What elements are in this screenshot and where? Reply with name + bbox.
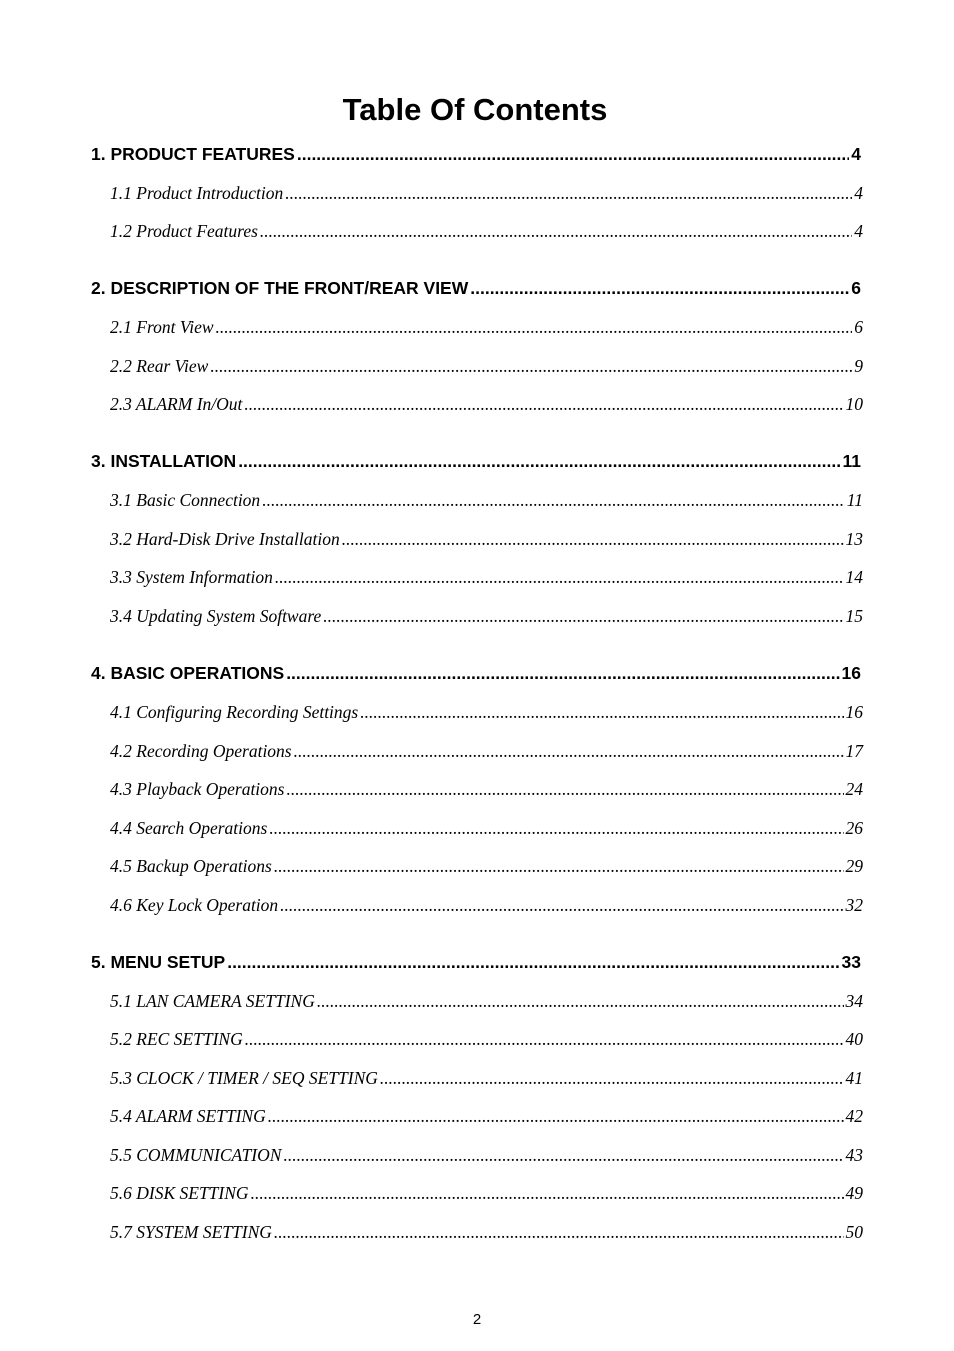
- toc-entry-page: 16: [841, 663, 861, 683]
- toc-entry-label: 5.2 REC SETTING: [110, 1029, 243, 1049]
- toc-entry-label: 2.1 Front View: [110, 317, 214, 337]
- dot-leader: [380, 1066, 844, 1090]
- toc-entry-page: 17: [845, 741, 863, 761]
- toc-entry-page: 11: [846, 490, 863, 510]
- toc-section-5-3[interactable]: [110, 1066, 863, 1090]
- page-title: Table Of Contents: [342, 92, 608, 127]
- dot-leader: [470, 276, 849, 300]
- toc-entry-page: 49: [845, 1183, 863, 1203]
- toc-entry-page: 42: [845, 1106, 863, 1126]
- toc-entry-label: 3.3 System Information: [110, 567, 273, 587]
- toc-entry-label: 3. INSTALLATION: [91, 451, 237, 471]
- toc-entry-page: 32: [845, 895, 863, 915]
- toc-entry-label: 1. PRODUCT FEATURES: [91, 144, 295, 164]
- toc-entry-page: 33: [841, 952, 861, 972]
- toc-entry-page: 50: [845, 1222, 863, 1242]
- toc-entry-label: 4.4 Search Operations: [110, 818, 268, 838]
- toc-chapter-4[interactable]: [91, 661, 861, 685]
- toc-entry-label: 1.2 Product Features: [110, 221, 258, 241]
- toc-section-4-5[interactable]: [110, 854, 863, 878]
- toc-entry-label: 5.3 CLOCK / TIMER / SEQ SETTING: [110, 1068, 378, 1088]
- toc-section-5-4[interactable]: [110, 1104, 863, 1128]
- toc-section-3-1[interactable]: [110, 488, 863, 512]
- toc-section-4-4[interactable]: [110, 816, 863, 840]
- toc-entry-label: 5.1 LAN CAMERA SETTING: [110, 991, 315, 1011]
- page-number: 2: [472, 1311, 482, 1328]
- toc-entry-label: 3.2 Hard-Disk Drive Installation: [110, 529, 340, 549]
- toc-entry-page: 29: [845, 856, 863, 876]
- dot-leader: [274, 854, 844, 878]
- toc-section-5-5[interactable]: [110, 1143, 863, 1167]
- toc-entry-label: 4. BASIC OPERATIONS: [91, 663, 285, 683]
- dot-leader: [285, 181, 852, 205]
- dot-leader: [283, 1143, 843, 1167]
- toc-entry-label: 4.5 Backup Operations: [110, 856, 272, 876]
- toc-section-4-2[interactable]: [110, 739, 863, 763]
- toc-section-4-6[interactable]: [110, 893, 863, 917]
- toc-entry-label: 4.6 Key Lock Operation: [110, 895, 279, 915]
- toc-section-5-6[interactable]: [110, 1181, 863, 1205]
- dot-leader: [297, 142, 849, 166]
- dot-leader: [280, 893, 843, 917]
- toc-entry-label: 5.6 DISK SETTING: [110, 1183, 249, 1203]
- toc-entry-page: 43: [845, 1145, 863, 1165]
- toc-section-5-2[interactable]: [110, 1027, 863, 1051]
- toc-chapter-2[interactable]: [91, 276, 861, 300]
- toc-entry-label: 2. DESCRIPTION OF THE FRONT/REAR VIEW: [91, 278, 469, 298]
- dot-leader: [317, 989, 844, 1013]
- toc-entry-label: 5.4 ALARM SETTING: [110, 1106, 266, 1126]
- toc-entry-page: 34: [845, 991, 863, 1011]
- toc-entry-page: 40: [845, 1029, 863, 1049]
- toc-section-5-7[interactable]: [110, 1220, 863, 1244]
- toc-entry-page: 26: [845, 818, 863, 838]
- toc-entry-label: 3.4 Updating System Software: [110, 606, 322, 626]
- dot-leader: [216, 315, 853, 339]
- toc-section-3-4[interactable]: [110, 604, 863, 628]
- dot-leader: [238, 449, 840, 473]
- dot-leader: [269, 816, 843, 840]
- toc-entry-label: 4.1 Configuring Recording Settings: [110, 702, 359, 722]
- dot-leader: [294, 739, 844, 763]
- toc-entry-page: 6: [851, 278, 861, 298]
- toc-entry-page: 10: [845, 394, 863, 414]
- dot-leader: [274, 1220, 844, 1244]
- dot-leader: [275, 565, 844, 589]
- toc-entry-page: 24: [845, 779, 863, 799]
- toc-section-2-2[interactable]: [110, 354, 863, 378]
- toc-section-1-1[interactable]: [110, 181, 863, 205]
- toc-chapter-1[interactable]: [91, 142, 861, 166]
- toc-entry-label: 4.3 Playback Operations: [110, 779, 285, 799]
- toc-chapter-3[interactable]: [91, 449, 861, 473]
- toc-entry-page: 41: [845, 1068, 863, 1088]
- dot-leader: [245, 1027, 844, 1051]
- toc-entry-label: 5. MENU SETUP: [91, 952, 226, 972]
- dot-leader: [244, 392, 843, 416]
- toc-chapter-5[interactable]: [91, 950, 861, 974]
- toc-entry-page: 4: [854, 183, 863, 203]
- toc-entry-page: 11: [842, 451, 861, 471]
- dot-leader: [210, 354, 852, 378]
- toc-entry-page: 6: [854, 317, 863, 337]
- toc-section-3-2[interactable]: [110, 527, 863, 551]
- toc-section-2-3[interactable]: [110, 392, 863, 416]
- toc-entry-label: 1.1 Product Introduction: [110, 183, 284, 203]
- toc-section-2-1[interactable]: [110, 315, 863, 339]
- toc-entry-page: 4: [854, 221, 863, 241]
- toc-entry-label: 2.2 Rear View: [110, 356, 209, 376]
- toc-entry-page: 14: [845, 567, 863, 587]
- toc-section-4-1[interactable]: [110, 700, 863, 724]
- dot-leader: [286, 661, 839, 685]
- toc-entry-label: 5.5 COMMUNICATION: [110, 1145, 282, 1165]
- toc-entry-page: 4: [851, 144, 861, 164]
- toc-entry-label: 3.1 Basic Connection: [110, 490, 261, 510]
- dot-leader: [251, 1181, 844, 1205]
- dot-leader: [360, 700, 843, 724]
- dot-leader: [260, 219, 852, 243]
- dot-leader: [342, 527, 844, 551]
- toc-entry-page: 9: [854, 356, 863, 376]
- toc-entry-page: 16: [845, 702, 863, 722]
- toc-entry-page: 13: [845, 529, 863, 549]
- dot-leader: [262, 488, 845, 512]
- toc-entry-label: 4.2 Recording Operations: [110, 741, 292, 761]
- dot-leader: [323, 604, 843, 628]
- toc-entry-label: 2.3 ALARM In/Out: [110, 394, 243, 414]
- dot-leader: [268, 1104, 844, 1128]
- dot-leader: [227, 950, 839, 974]
- toc-section-3-3[interactable]: [110, 565, 863, 589]
- toc-section-1-2[interactable]: [110, 219, 863, 243]
- dot-leader: [286, 777, 843, 801]
- toc-section-5-1[interactable]: [110, 989, 863, 1013]
- toc-section-4-3[interactable]: [110, 777, 863, 801]
- toc-entry-page: 15: [845, 606, 863, 626]
- toc-entry-label: 5.7 SYSTEM SETTING: [110, 1222, 272, 1242]
